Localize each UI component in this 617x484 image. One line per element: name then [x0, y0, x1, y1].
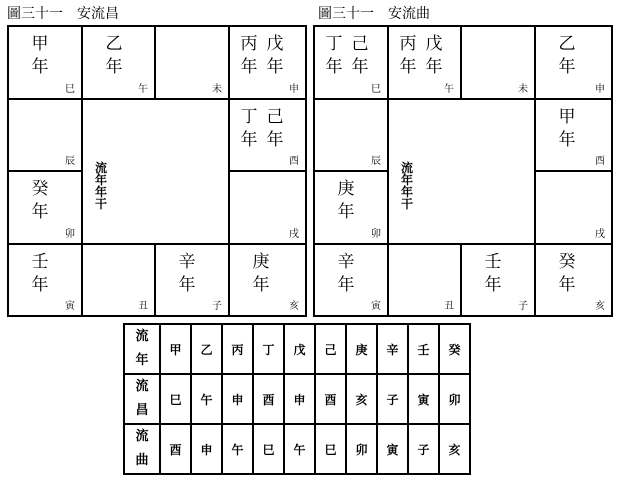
lookup-table: [123, 323, 471, 475]
stem-glyph: 庚 年: [337, 179, 355, 222]
table-cell: 午: [284, 424, 315, 474]
stem-glyph: 己 年: [351, 34, 369, 77]
palace-cell-申: [228, 25, 307, 100]
branch-label: 巳: [65, 84, 75, 95]
branch-label: 子: [212, 301, 222, 312]
stem-glyph: 丙 年: [399, 34, 417, 77]
stem-year-label: [31, 251, 49, 297]
palace-cell-子: [460, 243, 536, 317]
stem-glyph: 癸 年: [558, 252, 576, 295]
palace-cell-子: [154, 243, 230, 317]
table-cell: 午: [191, 374, 222, 424]
table-cell: 子: [377, 374, 408, 424]
table-cell: 丁: [253, 324, 284, 374]
stem-year-label: [484, 251, 502, 297]
table-cell: 甲: [160, 324, 191, 374]
stem-year-label: [558, 251, 576, 297]
table-cell: 乙: [191, 324, 222, 374]
palace-cell-巳: [313, 25, 389, 100]
stem-glyph: 壬 年: [31, 252, 49, 295]
branch-label: 亥: [289, 301, 299, 312]
palace-cell-亥: [228, 243, 307, 317]
palace-cell-辰: [7, 98, 83, 172]
stem-glyph: 乙 年: [558, 34, 576, 77]
chart-1-title: 圖三十一 安流昌: [7, 6, 119, 22]
branch-label: 戌: [289, 229, 299, 240]
branch-label: 寅: [371, 301, 381, 312]
table-cell: 寅: [408, 374, 439, 424]
stem-year-label: [325, 33, 369, 79]
table-cell: 子: [408, 424, 439, 474]
stem-year-label: [240, 33, 284, 79]
center-vertical-text: 流年年干: [94, 161, 107, 211]
branch-label: 辰: [65, 156, 75, 167]
table-row: [124, 424, 470, 474]
table-cell: 壬: [408, 324, 439, 374]
branch-label: 未: [212, 84, 222, 95]
stem-year-label: [240, 106, 284, 152]
branch-label: 辰: [371, 156, 381, 167]
stem-year-label: [337, 178, 355, 224]
stem-year-label: [31, 33, 49, 79]
table-cell: 申: [222, 374, 253, 424]
palace-cell-巳: [7, 25, 83, 100]
table-cell: 酉: [315, 374, 346, 424]
stem-glyph: 辛 年: [178, 252, 196, 295]
row-header: 流 年: [124, 324, 160, 374]
palace-cell-酉: [534, 98, 613, 172]
branch-label: 申: [289, 84, 299, 95]
branch-label: 寅: [65, 301, 75, 312]
palace-cell-未: [154, 25, 230, 100]
table-cell: 申: [284, 374, 315, 424]
stem-year-label: [252, 251, 270, 297]
center-vertical-text: 流年年干: [400, 161, 413, 211]
center-area: [81, 98, 230, 245]
branch-label: 午: [138, 84, 148, 95]
palace-cell-未: [460, 25, 536, 100]
stem-glyph: 己 年: [266, 107, 284, 150]
table-row: [124, 324, 470, 374]
stem-year-label: [178, 251, 196, 297]
palace-cell-辰: [313, 98, 389, 172]
branch-label: 申: [595, 84, 605, 95]
table-cell: 丙: [222, 324, 253, 374]
branch-label: 亥: [595, 301, 605, 312]
branch-label: 丑: [444, 301, 454, 312]
palace-cell-丑: [387, 243, 462, 317]
stem-glyph: 戊 年: [425, 34, 443, 77]
palace-cell-丑: [81, 243, 156, 317]
branch-label: 酉: [595, 156, 605, 167]
table-cell: 酉: [253, 374, 284, 424]
branch-label: 卯: [65, 229, 75, 240]
stem-year-label: [105, 33, 123, 79]
palace-chart-qu: [313, 25, 611, 315]
stem-glyph: 壬 年: [484, 252, 502, 295]
table-cell: 戊: [284, 324, 315, 374]
table-cell: 巳: [253, 424, 284, 474]
palace-cell-酉: [228, 98, 307, 172]
stem-year-label: [31, 178, 49, 224]
table-cell: 亥: [439, 424, 470, 474]
stem-glyph: 甲 年: [31, 34, 49, 77]
palace-cell-寅: [7, 243, 83, 317]
branch-label: 午: [444, 84, 454, 95]
branch-label: 巳: [371, 84, 381, 95]
stem-glyph: 庚 年: [252, 252, 270, 295]
stem-year-label: [399, 33, 443, 79]
palace-cell-卯: [7, 170, 83, 245]
chart-2-title: 圖三十一 安流曲: [318, 6, 430, 22]
palace-cell-寅: [313, 243, 389, 317]
table-cell: 寅: [377, 424, 408, 474]
table-cell: 卯: [439, 374, 470, 424]
table-cell: 辛: [377, 324, 408, 374]
table-cell: 巳: [315, 424, 346, 474]
stem-glyph: 丁 年: [325, 34, 343, 77]
stem-glyph: 戊 年: [266, 34, 284, 77]
table-cell: 亥: [346, 374, 377, 424]
palace-chart-chang: [7, 25, 305, 315]
branch-label: 未: [518, 84, 528, 95]
palace-cell-戌: [228, 170, 307, 245]
table-cell: 酉: [160, 424, 191, 474]
stem-glyph: 甲 年: [558, 107, 576, 150]
branch-label: 丑: [138, 301, 148, 312]
stem-glyph: 丙 年: [240, 34, 258, 77]
table-cell: 巳: [160, 374, 191, 424]
branch-label: 卯: [371, 229, 381, 240]
palace-cell-卯: [313, 170, 389, 245]
stem-year-label: [337, 251, 355, 297]
row-header: 流 曲: [124, 424, 160, 474]
stem-year-label: [558, 106, 576, 152]
stem-glyph: 辛 年: [337, 252, 355, 295]
row-header: 流 昌: [124, 374, 160, 424]
branch-label: 子: [518, 301, 528, 312]
table-row: [124, 374, 470, 424]
palace-cell-亥: [534, 243, 613, 317]
table-cell: 卯: [346, 424, 377, 474]
stem-year-label: [558, 33, 576, 79]
palace-cell-午: [81, 25, 156, 100]
palace-cell-申: [534, 25, 613, 100]
center-area: [387, 98, 536, 245]
branch-label: 酉: [289, 156, 299, 167]
table-cell: 申: [191, 424, 222, 474]
stem-glyph: 癸 年: [31, 179, 49, 222]
palace-cell-午: [387, 25, 462, 100]
table-cell: 己: [315, 324, 346, 374]
branch-label: 戌: [595, 229, 605, 240]
stem-glyph: 乙 年: [105, 34, 123, 77]
table-cell: 癸: [439, 324, 470, 374]
table-cell: 午: [222, 424, 253, 474]
stem-glyph: 丁 年: [240, 107, 258, 150]
table-cell: 庚: [346, 324, 377, 374]
palace-cell-戌: [534, 170, 613, 245]
